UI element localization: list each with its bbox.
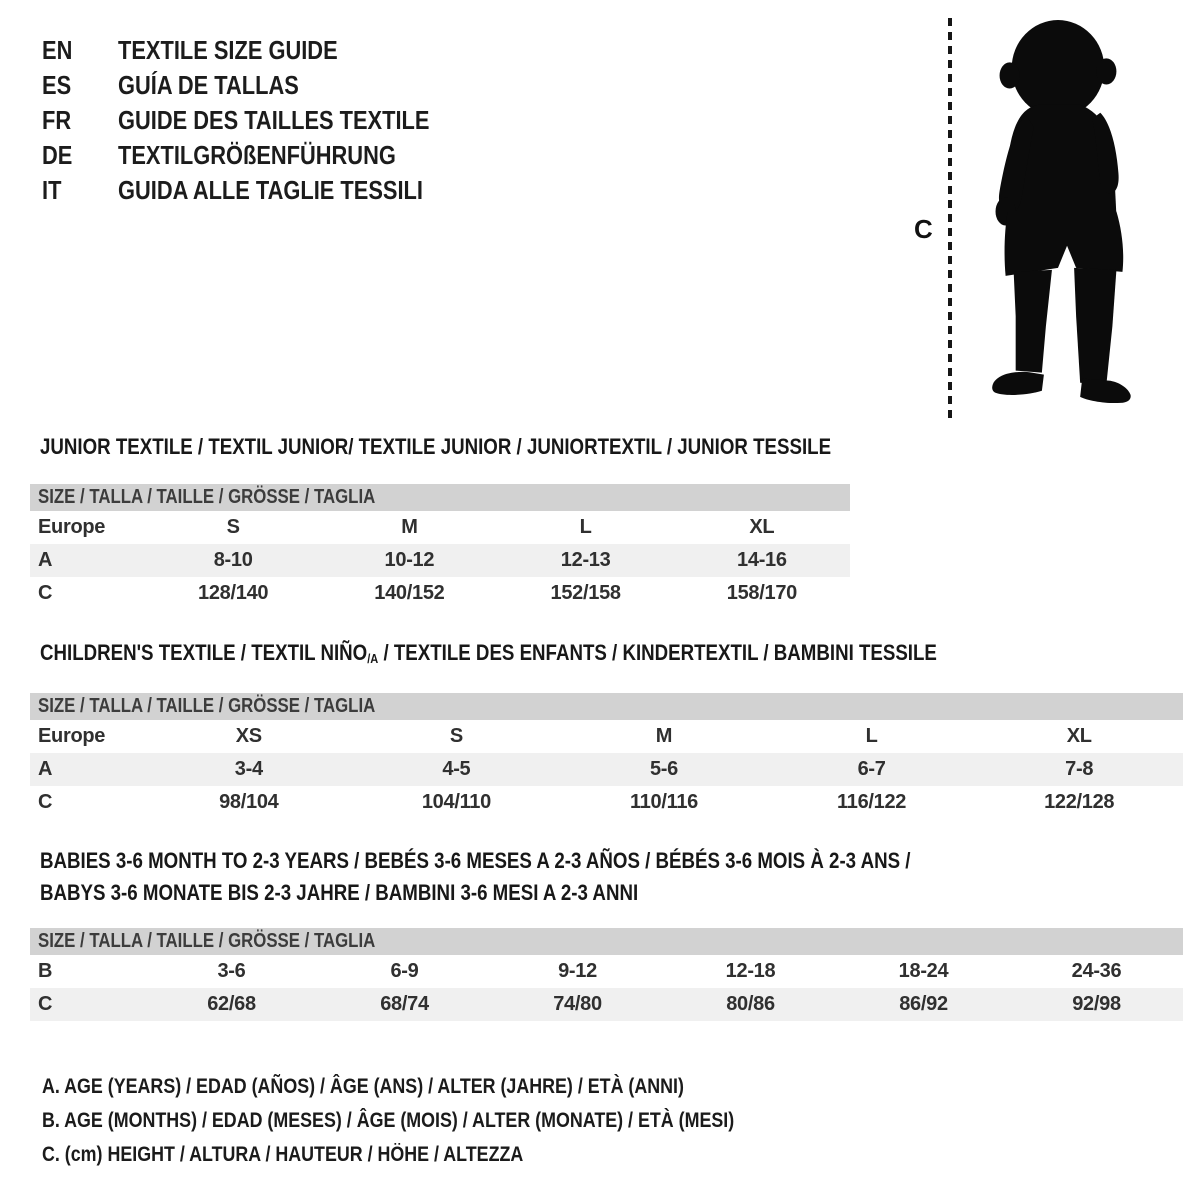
- height-value: 122/128: [1044, 791, 1115, 813]
- children-title-post: / TEXTILE DES ENFANTS / KINDERTEXTIL / BAMBINI TESSILE: [378, 640, 937, 665]
- language-title-list: [42, 33, 489, 208]
- language-row-de: [42, 138, 489, 173]
- guide-title-en: TEXTILE SIZE GUIDE: [118, 35, 338, 65]
- language-row-en: [42, 33, 489, 68]
- measure-legend: [42, 1070, 856, 1172]
- age-value: 8-10: [213, 549, 253, 571]
- months-value: 9-12: [558, 960, 597, 982]
- months-value: 3-6: [217, 960, 246, 982]
- row-label: C: [38, 791, 53, 813]
- size-column-header: L: [865, 725, 878, 747]
- legend-line-a: A. AGE (YEARS) / EDAD (AÑOS) / ÂGE (ANS) / ALTER (JAHRE) / ETÀ (ANNI): [42, 1075, 684, 1098]
- size-header-bar: [30, 693, 1183, 720]
- size-header-bar: [30, 484, 850, 511]
- section-junior-textile: [30, 434, 850, 610]
- language-code: ES: [42, 70, 72, 100]
- size-column-header: L: [579, 516, 592, 538]
- height-value: 86/92: [899, 993, 948, 1015]
- babies-section-title-line1: BABIES 3-6 MONTH TO 2-3 YEARS / BEBÉS 3-6 MESES A 2-3 AÑOS / BÉBÉS 3-6 MOIS À 2-3 ANS /: [40, 848, 911, 873]
- language-row-fr: [42, 103, 489, 138]
- age-value: 7-8: [1065, 758, 1094, 780]
- row-label: Europe: [38, 516, 106, 538]
- legend-line-c: C. (cm) HEIGHT / ALTURA / HAUTEUR / HÖHE / ALTEZZA: [42, 1143, 524, 1166]
- age-value: 14-16: [737, 549, 787, 571]
- row-label: A: [38, 758, 53, 780]
- age-value: 10-12: [384, 549, 435, 571]
- table-row-height: [30, 988, 1183, 1021]
- height-value: 74/80: [553, 993, 602, 1015]
- table-row-age: [30, 544, 850, 577]
- language-code: DE: [42, 140, 73, 170]
- size-header-text: SIZE / TALLA / TAILLE / GRÖSSE / TAGLIA: [38, 695, 376, 717]
- row-label: B: [38, 960, 53, 982]
- table-row-europe: [30, 511, 850, 544]
- children-section-title: [40, 640, 1012, 668]
- age-value: 5-6: [649, 758, 678, 780]
- height-value: 104/110: [421, 791, 491, 813]
- guide-title-de: TEXTILGRÖßENFÜHRUNG: [118, 140, 396, 170]
- height-measure-dashed-line: [948, 18, 952, 418]
- table-row-europe: [30, 720, 1183, 753]
- section-childrens-textile: [30, 640, 1183, 819]
- age-value: 3-4: [234, 758, 263, 780]
- children-title-pre: CHILDREN'S TEXTILE / TEXTIL NIÑO: [40, 640, 368, 665]
- months-value: 24-36: [1071, 960, 1122, 982]
- language-code: FR: [42, 105, 72, 135]
- language-code: IT: [42, 175, 62, 205]
- row-label: C: [38, 582, 53, 604]
- size-column-header: XL: [1066, 725, 1092, 747]
- height-measure-label: C: [914, 214, 933, 244]
- height-value: 62/68: [207, 993, 256, 1015]
- size-column-header: M: [401, 516, 418, 538]
- size-column-header: M: [655, 725, 673, 747]
- toddler-silhouette-image: [964, 14, 1156, 422]
- language-row-it: [42, 173, 489, 208]
- row-label: C: [38, 993, 53, 1015]
- months-value: 6-9: [390, 960, 419, 982]
- babies-size-table: [30, 928, 1183, 1021]
- size-column-header: XS: [235, 725, 262, 747]
- children-size-table: [30, 693, 1183, 819]
- size-column-header: S: [226, 516, 240, 538]
- height-value: 116/122: [837, 791, 907, 813]
- table-row-height: [30, 577, 850, 610]
- babies-section-title-line2: BABYS 3-6 MONATE BIS 2-3 JAHRE / BAMBINI 3-6 MESI A 2-3 ANNI: [40, 880, 639, 905]
- height-value: 68/74: [380, 993, 429, 1015]
- months-value: 18-24: [898, 960, 949, 982]
- months-value: 12-18: [725, 960, 776, 982]
- age-value: 6-7: [857, 758, 886, 780]
- language-row-es: [42, 68, 489, 103]
- guide-title-it: GUIDA ALLE TAGLIE TESSILI: [118, 175, 423, 205]
- junior-size-table: [30, 484, 850, 610]
- table-row-age: [30, 753, 1183, 786]
- height-value: 98/104: [219, 791, 279, 813]
- age-value: 12-13: [560, 549, 611, 571]
- size-header-text: SIZE / TALLA / TAILLE / GRÖSSE / TAGLIA: [38, 930, 376, 952]
- height-value: 110/116: [629, 791, 698, 813]
- row-label: Europe: [38, 725, 106, 747]
- table-row-months: [30, 955, 1183, 988]
- size-header-bar: [30, 928, 1183, 955]
- guide-title-fr: GUIDE DES TAILLES TEXTILE: [118, 105, 430, 135]
- legend-line-b: B. AGE (MONTHS) / EDAD (MESES) / ÂGE (MOIS) / ALTER (MONATE) / ETÀ (MESI): [42, 1109, 735, 1132]
- size-header-text: SIZE / TALLA / TAILLE / GRÖSSE / TAGLIA: [38, 486, 376, 508]
- height-value: 140/152: [374, 582, 445, 604]
- height-value: 80/86: [726, 993, 775, 1015]
- junior-section-title: JUNIOR TEXTILE / TEXTIL JUNIOR/ TEXTILE JUNIOR / JUNIORTEXTIL / JUNIOR TESSILE: [40, 434, 832, 459]
- children-title-sub: /A: [367, 651, 379, 666]
- age-value: 4-5: [442, 758, 471, 780]
- guide-title-es: GUÍA DE TALLAS: [118, 70, 299, 100]
- section-babies-textile: [30, 848, 1183, 1021]
- language-code: EN: [42, 35, 73, 65]
- row-label: A: [38, 549, 53, 571]
- height-value: 92/98: [1072, 993, 1121, 1015]
- size-column-header: XL: [749, 516, 775, 538]
- height-value: 152/158: [550, 582, 621, 604]
- size-column-header: S: [449, 725, 463, 747]
- height-value: 128/140: [198, 582, 269, 604]
- table-row-height: [30, 786, 1183, 819]
- height-value: 158/170: [726, 582, 797, 604]
